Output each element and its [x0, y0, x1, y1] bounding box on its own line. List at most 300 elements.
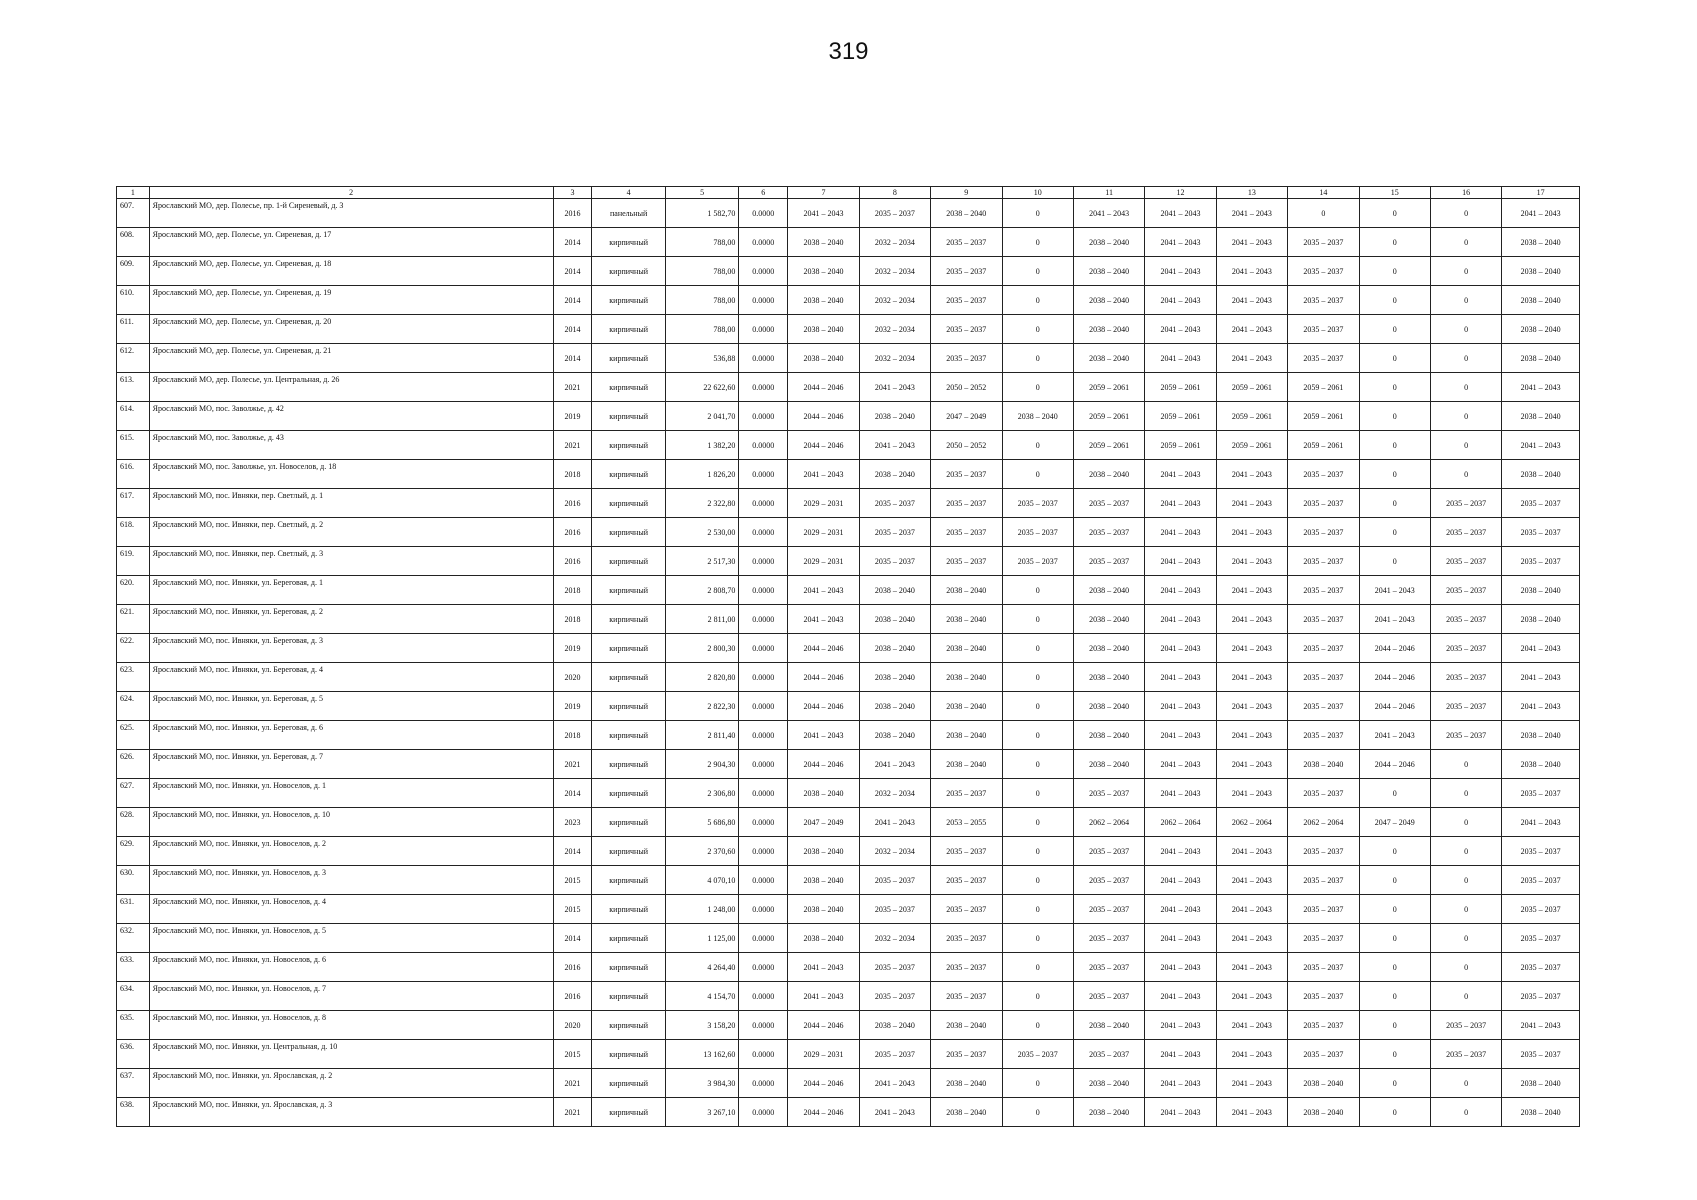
address-cell: Ярославский МО, пос. Ивняки, ул. Береговая, д. 2: [149, 605, 553, 634]
address-cell: Ярославский МО, дер. Полесье, ул. Сиреневая, д. 18: [149, 257, 553, 286]
table-cell: 2035 – 2037: [1288, 257, 1359, 286]
address-cell: Ярославский МО, пос. Ивняки, ул. Новоселов, д. 4: [149, 895, 553, 924]
table-cell: 2014: [553, 257, 592, 286]
table-cell: 2038 – 2040: [1502, 315, 1580, 344]
table-cell: 2035 – 2037: [859, 518, 930, 547]
table-cell: панельный: [592, 199, 665, 228]
table-cell: 2016: [553, 199, 592, 228]
table-cell: 2041 – 2043: [1216, 1069, 1287, 1098]
table-cell: 2035 – 2037: [859, 547, 930, 576]
table-cell: 2041 – 2043: [859, 373, 930, 402]
table-cell: кирпичный: [592, 953, 665, 982]
table-row: [117, 228, 1580, 257]
column-number-header: 15: [1359, 187, 1430, 199]
table-cell: 2035 – 2037: [1430, 547, 1501, 576]
table-cell: 2041 – 2043: [1359, 721, 1430, 750]
table-cell: 2041 – 2043: [1216, 663, 1287, 692]
table-cell: 0: [1430, 866, 1501, 895]
table-cell: 0: [1430, 286, 1501, 315]
table-row: [117, 721, 1580, 750]
table-cell: 2035 – 2037: [1288, 518, 1359, 547]
table-cell: 2041 – 2043: [1216, 779, 1287, 808]
table-cell: 2035 – 2037: [1073, 779, 1144, 808]
table-cell: 0: [1359, 1069, 1430, 1098]
table-cell: 0: [1002, 779, 1073, 808]
table-cell: 2038 – 2040: [1502, 402, 1580, 431]
address-cell: Ярославский МО, пос. Заволжье, ул. Новоселов, д. 18: [149, 460, 553, 489]
table-cell: 2035 – 2037: [931, 315, 1002, 344]
table-cell: 2 811,40: [665, 721, 738, 750]
table-cell: 2 800,30: [665, 634, 738, 663]
table-cell: 2032 – 2034: [859, 257, 930, 286]
table-cell: 0: [1359, 982, 1430, 1011]
table-cell: 0: [1430, 199, 1501, 228]
table-cell: 2016: [553, 547, 592, 576]
table-cell: кирпичный: [592, 431, 665, 460]
table-row: [117, 286, 1580, 315]
table-cell: 2035 – 2037: [931, 982, 1002, 1011]
table-cell: 2059 – 2061: [1145, 373, 1216, 402]
table-cell: 2041 – 2043: [1145, 257, 1216, 286]
table-row: [117, 344, 1580, 373]
table-cell: 0: [1002, 431, 1073, 460]
table-cell: 2038 – 2040: [931, 721, 1002, 750]
table-cell: 2035 – 2037: [1502, 866, 1580, 895]
table-cell: 2038 – 2040: [1502, 1069, 1580, 1098]
table-cell: 2038 – 2040: [788, 344, 859, 373]
table-cell: 2059 – 2061: [1216, 402, 1287, 431]
table-cell: 2018: [553, 721, 592, 750]
table-cell: 2038 – 2040: [1073, 692, 1144, 721]
table-cell: 2018: [553, 576, 592, 605]
table-cell: 2035 – 2037: [1288, 344, 1359, 373]
table-cell: кирпичный: [592, 1098, 665, 1127]
table-cell: 4 154,70: [665, 982, 738, 1011]
table-cell: 13 162,60: [665, 1040, 738, 1069]
table-cell: 2 306,80: [665, 779, 738, 808]
table-cell: кирпичный: [592, 750, 665, 779]
table-cell: 2044 – 2046: [788, 402, 859, 431]
table-cell: 2041 – 2043: [1216, 953, 1287, 982]
table-cell: 0: [1359, 895, 1430, 924]
table-cell: 0: [1002, 344, 1073, 373]
address-cell: Ярославский МО, пос. Ивняки, ул. Береговая, д. 7: [149, 750, 553, 779]
table-cell: 2041 – 2043: [788, 576, 859, 605]
address-cell: Ярославский МО, пос. Ивняки, ул. Береговая, д. 6: [149, 721, 553, 750]
address-cell: Ярославский МО, пос. Заволжье, д. 42: [149, 402, 553, 431]
table-cell: 2041 – 2043: [788, 199, 859, 228]
address-cell: Ярославский МО, дер. Полесье, пр. 1-й Сиреневый, д. 3: [149, 199, 553, 228]
table-cell: 2038 – 2040: [788, 866, 859, 895]
table-cell: 0: [1359, 286, 1430, 315]
table-cell: 2044 – 2046: [788, 1011, 859, 1040]
table-cell: 2041 – 2043: [1145, 518, 1216, 547]
row-number: 620.: [117, 576, 150, 605]
table-row: [117, 402, 1580, 431]
table-cell: 2041 – 2043: [1216, 518, 1287, 547]
table-cell: 0.0000: [739, 1069, 788, 1098]
table-cell: 2041 – 2043: [1216, 982, 1287, 1011]
table-cell: 2035 – 2037: [1073, 953, 1144, 982]
table-cell: 0: [1430, 344, 1501, 373]
table-cell: 2038 – 2040: [1073, 634, 1144, 663]
address-cell: Ярославский МО, дер. Полесье, ул. Сиреневая, д. 21: [149, 344, 553, 373]
table-row: [117, 576, 1580, 605]
table-cell: 0.0000: [739, 634, 788, 663]
table-cell: кирпичный: [592, 228, 665, 257]
table-cell: 1 582,70: [665, 199, 738, 228]
table-cell: кирпичный: [592, 489, 665, 518]
table-cell: 0: [1430, 779, 1501, 808]
table-row: [117, 692, 1580, 721]
row-number: 619.: [117, 547, 150, 576]
table-cell: 2032 – 2034: [859, 924, 930, 953]
table-cell: 0: [1430, 402, 1501, 431]
table-cell: 2041 – 2043: [1073, 199, 1144, 228]
table-cell: 0: [1002, 257, 1073, 286]
table-cell: 2038 – 2040: [788, 837, 859, 866]
table-cell: 2038 – 2040: [859, 721, 930, 750]
table-cell: 2038 – 2040: [1073, 344, 1144, 373]
table-cell: кирпичный: [592, 460, 665, 489]
table-cell: 2038 – 2040: [1073, 605, 1144, 634]
table-cell: 0.0000: [739, 1098, 788, 1127]
table-cell: кирпичный: [592, 315, 665, 344]
address-cell: Ярославский МО, пос. Заволжье, д. 43: [149, 431, 553, 460]
table-cell: 2035 – 2037: [931, 866, 1002, 895]
column-number-header: 5: [665, 187, 738, 199]
table-cell: 2016: [553, 489, 592, 518]
table-cell: 2038 – 2040: [859, 663, 930, 692]
table-cell: 2038 – 2040: [1502, 228, 1580, 257]
housing-register-table: [116, 186, 1580, 1127]
table-cell: 2035 – 2037: [1430, 692, 1501, 721]
table-cell: 2041 – 2043: [1145, 1011, 1216, 1040]
row-number: 615.: [117, 431, 150, 460]
table-cell: 2041 – 2043: [1216, 315, 1287, 344]
row-number: 624.: [117, 692, 150, 721]
table-cell: 2038 – 2040: [1502, 460, 1580, 489]
table-cell: 2059 – 2061: [1288, 431, 1359, 460]
table-row: [117, 837, 1580, 866]
column-number-header: 7: [788, 187, 859, 199]
table-cell: 2038 – 2040: [1288, 750, 1359, 779]
table-cell: 2035 – 2037: [931, 460, 1002, 489]
table-cell: 2041 – 2043: [1145, 228, 1216, 257]
table-cell: 2041 – 2043: [1502, 692, 1580, 721]
table-cell: 2041 – 2043: [1359, 605, 1430, 634]
table-cell: 0.0000: [739, 402, 788, 431]
table-cell: 2032 – 2034: [859, 315, 930, 344]
address-cell: Ярославский МО, пос. Ивняки, ул. Новоселов, д. 3: [149, 866, 553, 895]
table-cell: 2018: [553, 605, 592, 634]
row-number: 635.: [117, 1011, 150, 1040]
table-cell: кирпичный: [592, 576, 665, 605]
table-cell: 2 517,30: [665, 547, 738, 576]
table-cell: 2035 – 2037: [931, 257, 1002, 286]
row-number: 622.: [117, 634, 150, 663]
table-cell: кирпичный: [592, 1040, 665, 1069]
table-cell: кирпичный: [592, 344, 665, 373]
table-cell: 2035 – 2037: [1073, 547, 1144, 576]
table-cell: 0: [1002, 1069, 1073, 1098]
row-number: 638.: [117, 1098, 150, 1127]
table-cell: 0: [1430, 982, 1501, 1011]
address-cell: Ярославский МО, пос. Ивняки, ул. Новоселов, д. 2: [149, 837, 553, 866]
table-cell: 0.0000: [739, 518, 788, 547]
table-cell: кирпичный: [592, 1011, 665, 1040]
table-cell: 4 070,10: [665, 866, 738, 895]
table-cell: 2029 – 2031: [788, 547, 859, 576]
table-cell: 2038 – 2040: [788, 257, 859, 286]
table-cell: 0: [1430, 228, 1501, 257]
table-cell: 2038 – 2040: [1502, 1098, 1580, 1127]
table-cell: 2041 – 2043: [1145, 315, 1216, 344]
table-cell: 2041 – 2043: [1145, 344, 1216, 373]
address-cell: Ярославский МО, пос. Ивняки, пер. Светлый, д. 1: [149, 489, 553, 518]
table-cell: кирпичный: [592, 721, 665, 750]
table-cell: 2038 – 2040: [788, 895, 859, 924]
table-cell: 0.0000: [739, 721, 788, 750]
table-cell: 2041 – 2043: [1216, 344, 1287, 373]
table-row: [117, 257, 1580, 286]
table-cell: 0: [1288, 199, 1359, 228]
row-number: 608.: [117, 228, 150, 257]
address-cell: Ярославский МО, пос. Ивняки, пер. Светлый, д. 3: [149, 547, 553, 576]
table-cell: 2 822,30: [665, 692, 738, 721]
table-cell: 2035 – 2037: [1430, 1040, 1501, 1069]
table-cell: 2041 – 2043: [1216, 286, 1287, 315]
row-number: 626.: [117, 750, 150, 779]
table-cell: 0: [1430, 924, 1501, 953]
table-cell: 2041 – 2043: [788, 982, 859, 1011]
table-cell: кирпичный: [592, 547, 665, 576]
table-cell: 2041 – 2043: [1216, 866, 1287, 895]
table-cell: 2035 – 2037: [1430, 634, 1501, 663]
table-cell: 2035 – 2037: [1288, 953, 1359, 982]
table-cell: 2044 – 2046: [788, 431, 859, 460]
column-number-header: 11: [1073, 187, 1144, 199]
table-cell: 2041 – 2043: [1216, 1040, 1287, 1069]
table-cell: 2044 – 2046: [788, 1098, 859, 1127]
row-number: 611.: [117, 315, 150, 344]
table-cell: 2035 – 2037: [931, 924, 1002, 953]
table-cell: 2059 – 2061: [1216, 373, 1287, 402]
table-cell: 2035 – 2037: [1430, 489, 1501, 518]
table-cell: 2041 – 2043: [1145, 634, 1216, 663]
table-cell: 0: [1002, 605, 1073, 634]
table-row: [117, 1040, 1580, 1069]
table-cell: 2 370,60: [665, 837, 738, 866]
table-cell: 0.0000: [739, 663, 788, 692]
table-cell: 2035 – 2037: [1002, 518, 1073, 547]
table-cell: 2035 – 2037: [1288, 576, 1359, 605]
row-number: 623.: [117, 663, 150, 692]
table-cell: 4 264,40: [665, 953, 738, 982]
address-cell: Ярославский МО, пос. Ивняки, ул. Новоселов, д. 6: [149, 953, 553, 982]
table-cell: 0.0000: [739, 199, 788, 228]
table-cell: 0.0000: [739, 1011, 788, 1040]
table-cell: 2038 – 2040: [931, 634, 1002, 663]
table-cell: 2044 – 2046: [1359, 663, 1430, 692]
table-cell: 2035 – 2037: [931, 286, 1002, 315]
table-cell: 0: [1002, 808, 1073, 837]
table-cell: 2015: [553, 895, 592, 924]
table-cell: 2035 – 2037: [931, 518, 1002, 547]
table-cell: 2035 – 2037: [1073, 518, 1144, 547]
table-cell: 2016: [553, 518, 592, 547]
table-cell: 2041 – 2043: [1216, 721, 1287, 750]
table-cell: 0.0000: [739, 692, 788, 721]
table-cell: 2041 – 2043: [1502, 373, 1580, 402]
table-cell: 2044 – 2046: [788, 1069, 859, 1098]
row-number: 637.: [117, 1069, 150, 1098]
table-cell: 2020: [553, 663, 592, 692]
table-cell: 2035 – 2037: [859, 199, 930, 228]
table-cell: 2032 – 2034: [859, 779, 930, 808]
table-cell: 0.0000: [739, 982, 788, 1011]
table-cell: 2041 – 2043: [1145, 286, 1216, 315]
table-cell: 2018: [553, 460, 592, 489]
table-cell: 0: [1430, 1069, 1501, 1098]
table-cell: 2035 – 2037: [1430, 576, 1501, 605]
table-cell: 2035 – 2037: [1288, 721, 1359, 750]
address-cell: Ярославский МО, пос. Ивняки, ул. Центральная, д. 10: [149, 1040, 553, 1069]
table-cell: 2035 – 2037: [859, 1040, 930, 1069]
table-cell: 2044 – 2046: [788, 692, 859, 721]
table-cell: 2047 – 2049: [931, 402, 1002, 431]
table-cell: 2062 – 2064: [1288, 808, 1359, 837]
table-cell: 2029 – 2031: [788, 1040, 859, 1069]
table-cell: 0: [1430, 431, 1501, 460]
table-cell: 2014: [553, 315, 592, 344]
table-cell: 2035 – 2037: [1073, 866, 1144, 895]
table-cell: 2038 – 2040: [788, 924, 859, 953]
table-cell: кирпичный: [592, 605, 665, 634]
table-cell: 0: [1359, 460, 1430, 489]
table-cell: 2035 – 2037: [1288, 547, 1359, 576]
table-cell: 2062 – 2064: [1073, 808, 1144, 837]
table-cell: 2041 – 2043: [1145, 837, 1216, 866]
table-cell: 2041 – 2043: [1145, 1069, 1216, 1098]
table-cell: 2019: [553, 634, 592, 663]
table-cell: 2014: [553, 344, 592, 373]
table-cell: 2035 – 2037: [1288, 1040, 1359, 1069]
address-cell: Ярославский МО, пос. Ивняки, ул. Береговая, д. 3: [149, 634, 553, 663]
table-cell: 2041 – 2043: [1216, 692, 1287, 721]
table-cell: 2059 – 2061: [1288, 373, 1359, 402]
row-number: 628.: [117, 808, 150, 837]
table-cell: 2038 – 2040: [859, 634, 930, 663]
table-cell: 2050 – 2052: [931, 373, 1002, 402]
table-row: [117, 547, 1580, 576]
row-number: 625.: [117, 721, 150, 750]
table-cell: 2038 – 2040: [931, 199, 1002, 228]
table-cell: 2035 – 2037: [1502, 489, 1580, 518]
table-cell: 1 382,20: [665, 431, 738, 460]
table-cell: 0: [1002, 576, 1073, 605]
table-row: [117, 373, 1580, 402]
table-cell: 0: [1359, 199, 1430, 228]
table-cell: 2038 – 2040: [859, 576, 930, 605]
table-cell: 2044 – 2046: [1359, 692, 1430, 721]
table-cell: 2015: [553, 866, 592, 895]
table-row: [117, 1069, 1580, 1098]
table-cell: 2035 – 2037: [931, 489, 1002, 518]
column-number-header: 10: [1002, 187, 1073, 199]
table-cell: 2059 – 2061: [1216, 431, 1287, 460]
table-cell: 0: [1002, 837, 1073, 866]
table-cell: 0.0000: [739, 576, 788, 605]
table-cell: 0.0000: [739, 837, 788, 866]
table-cell: 0.0000: [739, 344, 788, 373]
table-cell: 2062 – 2064: [1145, 808, 1216, 837]
table-cell: кирпичный: [592, 663, 665, 692]
table-cell: 2041 – 2043: [1145, 605, 1216, 634]
table-row: [117, 663, 1580, 692]
row-number: 630.: [117, 866, 150, 895]
table-cell: 0: [1002, 1011, 1073, 1040]
table-cell: 2032 – 2034: [859, 286, 930, 315]
table-cell: 2038 – 2040: [1288, 1098, 1359, 1127]
table-cell: кирпичный: [592, 692, 665, 721]
table-cell: 2014: [553, 779, 592, 808]
table-cell: 0: [1359, 953, 1430, 982]
table-cell: 2038 – 2040: [1073, 1069, 1144, 1098]
table-cell: 0.0000: [739, 953, 788, 982]
table-cell: 2035 – 2037: [859, 953, 930, 982]
table-cell: 0: [1359, 373, 1430, 402]
table-cell: 2041 – 2043: [1502, 808, 1580, 837]
table-cell: 788,00: [665, 257, 738, 286]
table-cell: 2038 – 2040: [1502, 257, 1580, 286]
address-cell: Ярославский МО, пос. Ивняки, ул. Новоселов, д. 5: [149, 924, 553, 953]
table-cell: 2 530,00: [665, 518, 738, 547]
table-cell: 3 984,30: [665, 1069, 738, 1098]
table-cell: 0: [1002, 373, 1073, 402]
table-cell: 2041 – 2043: [859, 750, 930, 779]
table-cell: 2041 – 2043: [1216, 924, 1287, 953]
table-cell: 2029 – 2031: [788, 518, 859, 547]
table-cell: 2038 – 2040: [1073, 721, 1144, 750]
table-cell: 2038 – 2040: [1502, 605, 1580, 634]
table-cell: 2038 – 2040: [1288, 1069, 1359, 1098]
table-cell: 2035 – 2037: [1073, 924, 1144, 953]
table-cell: кирпичный: [592, 779, 665, 808]
table-cell: 2047 – 2049: [788, 808, 859, 837]
table-cell: 0.0000: [739, 866, 788, 895]
table-cell: 2041 – 2043: [1216, 257, 1287, 286]
table-cell: 2041 – 2043: [1145, 895, 1216, 924]
table-cell: 2038 – 2040: [1073, 1011, 1144, 1040]
table-row: [117, 808, 1580, 837]
address-cell: Ярославский МО, пос. Ивняки, пер. Светлый, д. 2: [149, 518, 553, 547]
table-cell: 0: [1359, 924, 1430, 953]
table-cell: 1 248,00: [665, 895, 738, 924]
table-cell: 2041 – 2043: [1145, 547, 1216, 576]
table-cell: 2035 – 2037: [1073, 895, 1144, 924]
table-cell: 2041 – 2043: [1216, 750, 1287, 779]
table-cell: 1 826,20: [665, 460, 738, 489]
table-cell: 2038 – 2040: [859, 460, 930, 489]
page-number: 319: [828, 38, 869, 65]
table-cell: 2041 – 2043: [1145, 953, 1216, 982]
table-cell: 2041 – 2043: [1145, 866, 1216, 895]
table-cell: 2038 – 2040: [1073, 228, 1144, 257]
table-cell: 2038 – 2040: [931, 605, 1002, 634]
table-cell: 2041 – 2043: [1216, 199, 1287, 228]
table-cell: 2035 – 2037: [1002, 489, 1073, 518]
